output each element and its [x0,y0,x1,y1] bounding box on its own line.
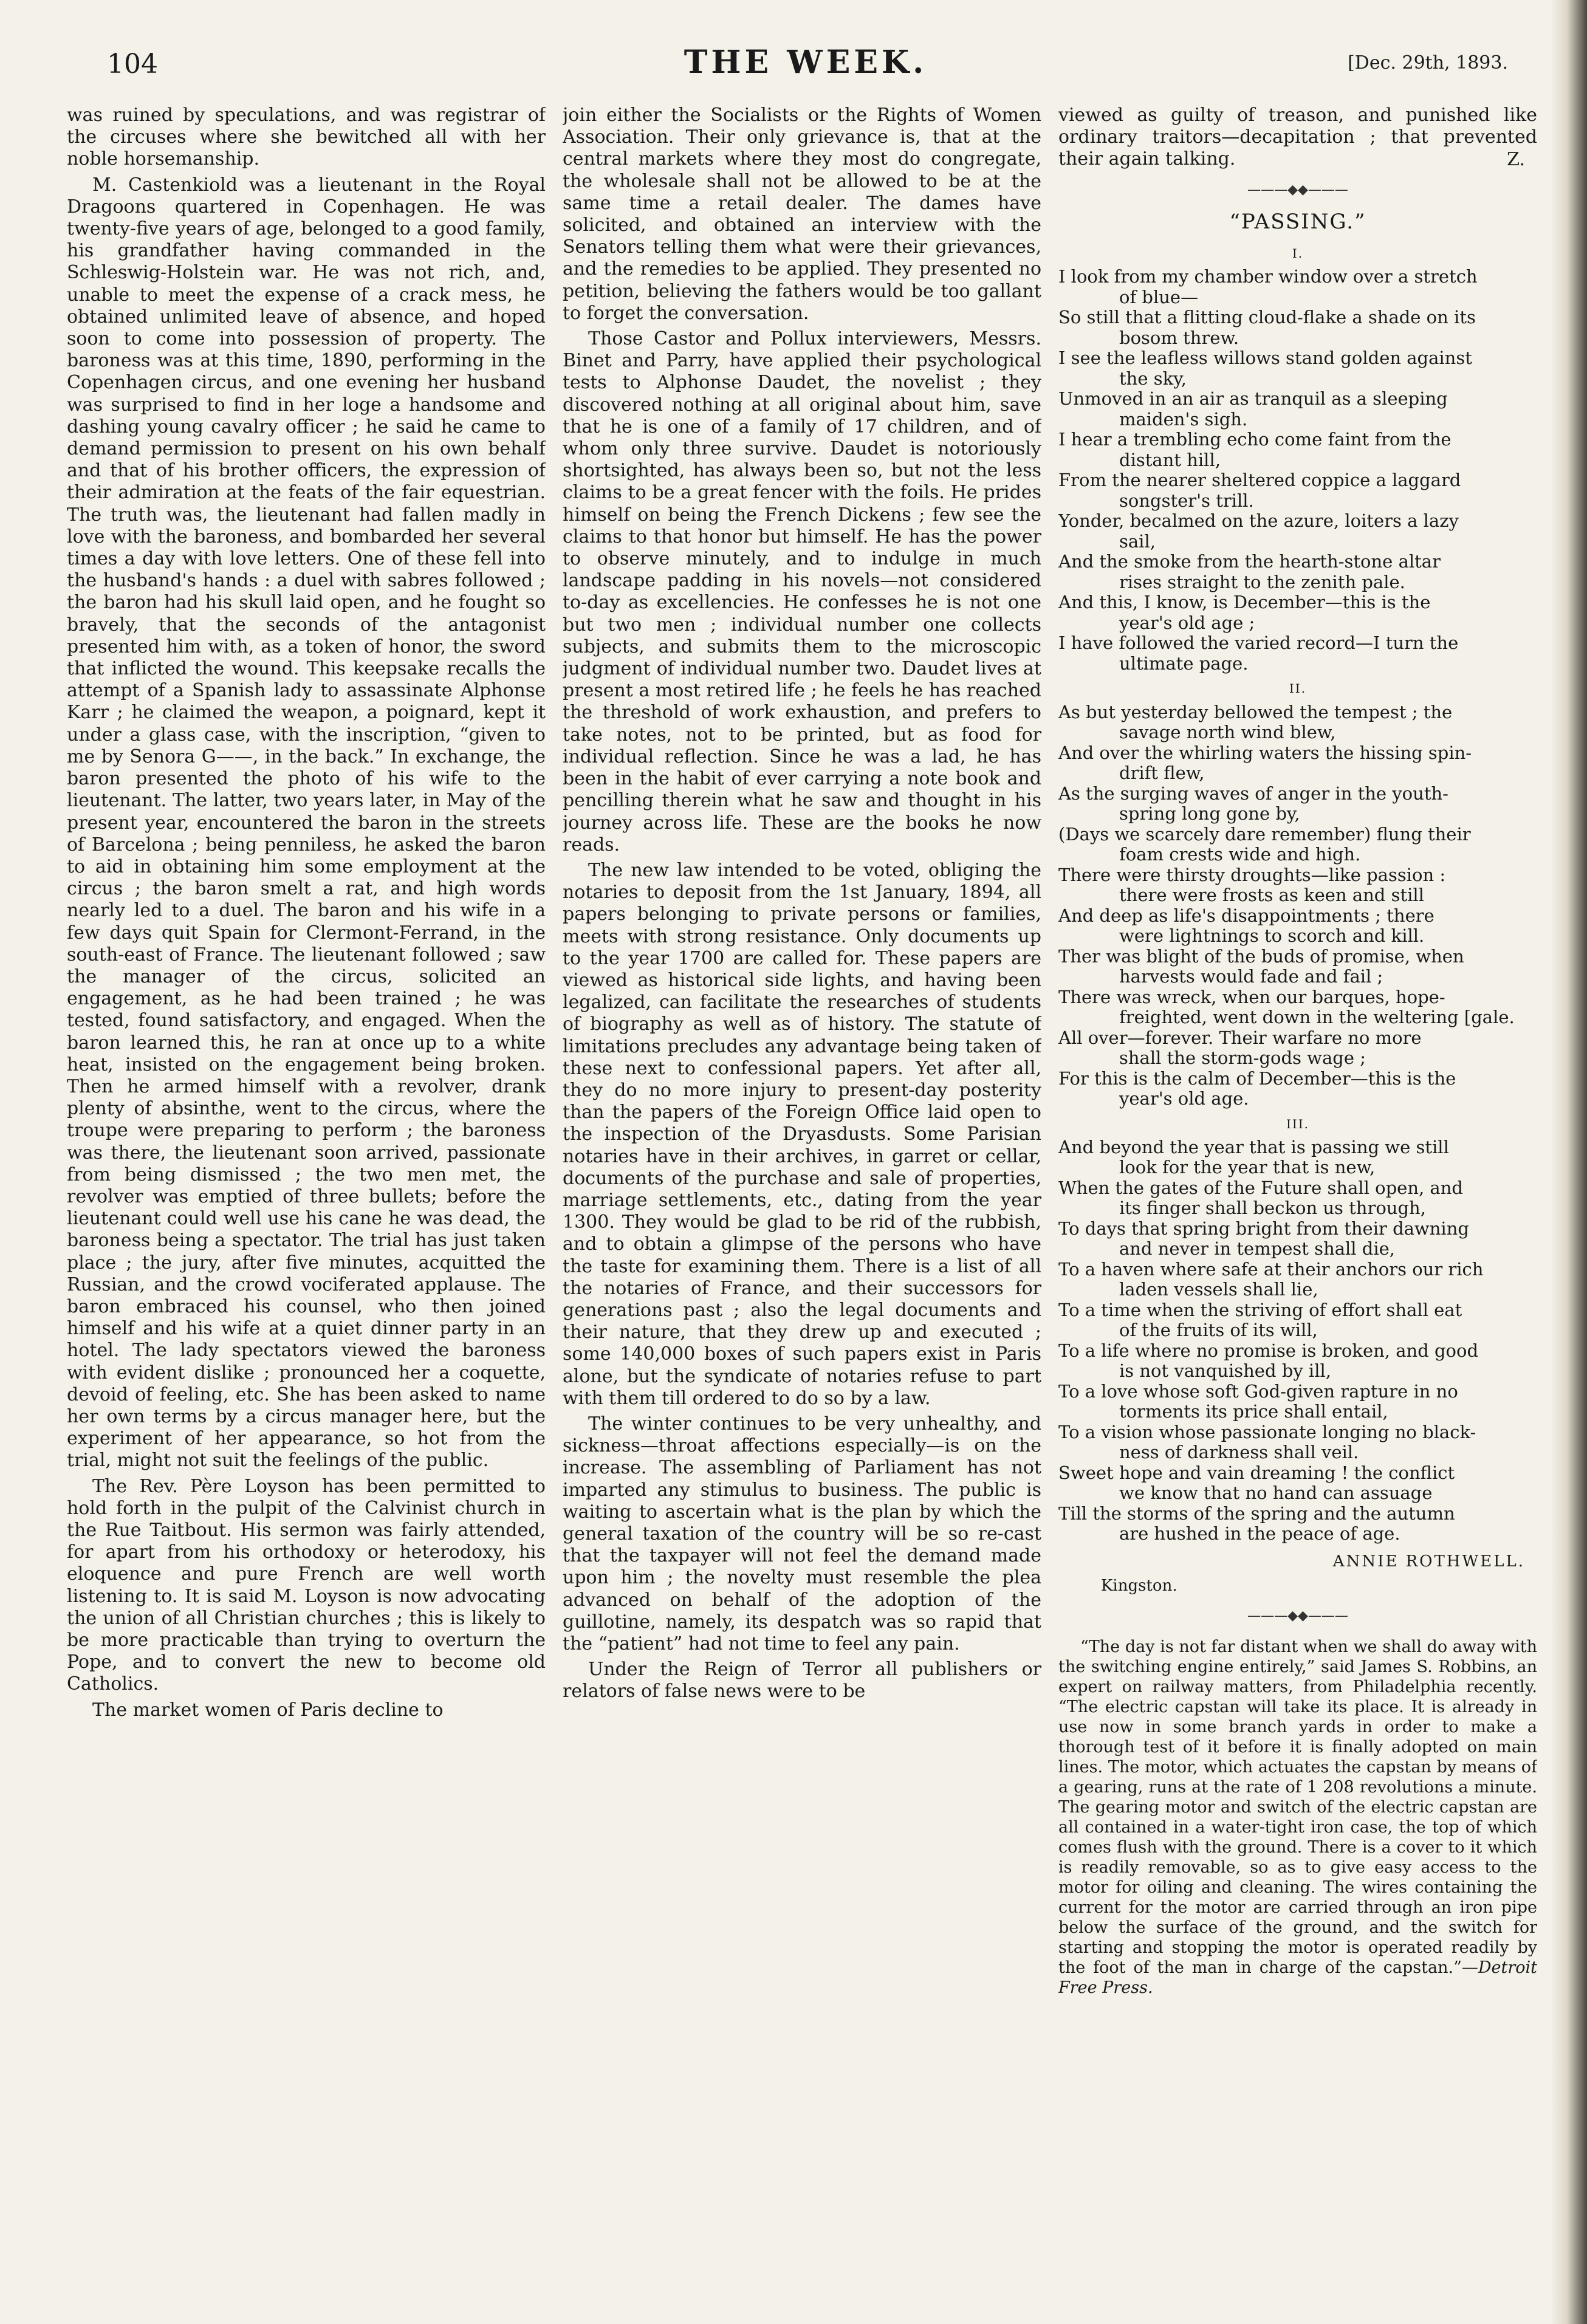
paragraph [1058,1637,1537,1998]
ornament-divider: ———◆◆——— [1247,182,1348,197]
poem-line [1058,865,1537,906]
paragraph: viewed as guilty of treason, and punished like ordinary traitors—decapitation ; that prevented their again talking. [1058,105,1537,170]
poem-line-start: Sweet hope and vain dreaming ! the conflict [1058,1462,1455,1483]
poem-line [1058,1260,1537,1300]
poem-line-start: For this is the calm of December—this is the [1058,1068,1456,1089]
stanza-number: III. [1286,1116,1310,1131]
page-number: 104 [107,49,158,80]
poem-line-wrap: spring long gone by, [1119,803,1300,824]
poem-line [1058,307,1537,348]
poem-line-wrap: the sky, [1119,368,1187,389]
poem-line-wrap: ultimate page. [1119,653,1249,674]
poem-line-wrap: sail, [1119,530,1156,552]
poem-line-wrap: maiden's sigh. [1119,408,1248,430]
poem-line [1058,1341,1537,1382]
publication-title: THE WEEK. [684,44,928,81]
poem-line-start: I hear a trembling echo come faint from the [1058,429,1452,450]
poem-line [1058,987,1537,1028]
poem-line-start: Unmoved in an air as tranquil as a sleeping [1058,388,1448,410]
paragraph: The market women of Paris decline to [92,1699,444,1721]
poem-line-start: And deep as life's disappointments ; there [1058,905,1434,926]
poem-line-wrap: year's old age ; [1119,612,1255,633]
poem-line [1058,1069,1537,1109]
poem-line [1058,784,1537,824]
poem-line-start: To a life where no promise is broken, and good [1058,1340,1479,1361]
poem-line-start: I look from my chamber window over a stretch [1058,266,1478,287]
poem-line-wrap: year's old age. [1119,1088,1249,1109]
poem-line-start: To a haven where safe at their anchors our rich [1058,1258,1484,1280]
poem-line-wrap: drift flew, [1119,763,1205,784]
paragraph: The Rev. Père Loyson has been permitted to hold forth in the pulpit of the Calvinist church in the Rue Taitbout. His sermon was fairly attended, for apart from his orthodoxy or heterodoxy, his eloquence and pure French are well worth listening to. It is said M. Loyson is now advocating the union of all Christian churches ; this is likely to be more practicable than trying to overturn the Pope, and to convert the new to become old Catholics. [67,1475,546,1695]
poem-line [1058,1219,1537,1260]
poem-line [1058,947,1537,987]
poem-line-start: When the gates of the Future shall open, and [1058,1177,1463,1198]
poem-line [1058,1422,1537,1463]
poem-line [1058,592,1537,633]
paragraph-text: “The day is not far distant when we shall do away with the switching engine entirely,” said James S. Robbins, an expert on railway matters, from Philadelphia recently. “The electric capstan will take its place. It is already in use now in some branch yards in order to make a thorough test of it before it is finally adopted on main lines. The motor, which actuates the capstan by means of a gearing, runs at the rate of 1 208 revolutions a minute. The gearing motor and switch of the electric capstan are all contained in a water-tight iron case, the top of which comes flush with the ground. There is a cover to it which is readily removable, so as to give easy access to the motor for oiling and cleaning. The wires containing the current for the motor are carried through an iron pipe below the surface of the ground, and the switch for starting and stopping the motor is operated readily by the foot of the man in charge of the capstan.”— [1058,1637,1537,1978]
poem-line-start: I see the leafless willows stand golden against [1058,348,1472,369]
poem-line-start: To a time when the striving of effort shall eat [1058,1299,1462,1320]
poem-line [1058,633,1537,674]
poem-line [1058,1137,1537,1178]
poem-line-wrap: and never in tempest shall die, [1119,1238,1396,1260]
poem-line [1058,348,1537,389]
poem-line-wrap: of blue— [1119,286,1199,307]
poem-title: “PASSING.” [1229,210,1366,235]
poem-line-start: So still that a flitting cloud-flake a shade on its [1058,307,1476,328]
poem-line-start: Till the storms of the spring and the autumn [1058,1503,1455,1524]
poem-line [1058,1463,1537,1504]
page-edge-shadow [1551,0,1587,2324]
poem-line-start: And this, I know, is December—this is the [1058,592,1431,613]
signature: Z. [1507,148,1525,170]
poem-line-start: From the nearer sheltered coppice a laggard [1058,470,1461,491]
poem-line-start: There were thirsty droughts—like passion : [1058,864,1446,885]
paragraph: join either the Socialists or the Rights of Women Association. Their only grievance is, that at the central markets where they most do congregate, the wholesale shall not be allowed to be at the same time a retail dealer. The dames have solicited, and obtained an interview with the Senators telling them what were their grievances, and the remedies to be applied. They presented no petition, believing the fathers would be too gallant to forget the conversation. [563,105,1041,324]
stanza-number: II. [1289,681,1307,696]
poem-line-wrap: is not vanquished by ill, [1119,1360,1331,1382]
poem-line-start: And over the whirling waters the hissing spin- [1058,742,1472,763]
poem-line [1058,430,1537,470]
poem-line-wrap: torments its price shall entail, [1119,1401,1388,1422]
poem-line-wrap: shall the storm-gods wage ; [1119,1047,1366,1069]
poem-line-wrap: were lightnings to scorch and kill. [1119,925,1425,947]
poem-line-start: There was wreck, when our barques, hope- [1058,986,1445,1007]
stanza-number: I. [1292,246,1304,261]
poem-line [1058,906,1537,947]
poem-line-wrap: distant hill, [1119,449,1221,470]
poem-line [1058,1504,1537,1544]
poem-line-start: I have followed the varied record—I turn the [1058,632,1459,654]
poem-line [1058,389,1537,430]
poem-line-start: And beyond the year that is passing we still [1058,1136,1449,1157]
article-electric-capstan [1058,1637,1537,1998]
page-header [85,44,1526,92]
paragraph: Under the Reign of Terror all publishers or relators of false news were to be [563,1659,1041,1702]
columns [67,105,1537,2292]
poem-line-start: As but yesterday bellowed the tempest ; the [1058,701,1453,722]
poem-line-start: To a vision whose passionate longing no black- [1058,1421,1476,1442]
poem-line-wrap: of the fruits of its will, [1119,1320,1318,1341]
poem-line-wrap: harvests would fade and fail ; [1119,966,1383,987]
poem-line-start: All over—forever. Their warfare no more [1058,1027,1422,1048]
poem-line [1058,1178,1537,1219]
paragraph: was ruined by speculations, and was registrar of the circuses where she bewitched all with her noble horsemanship. [67,105,546,170]
poem-author: ANNIE ROTHWELL. [1332,1552,1525,1571]
column-3 [1058,105,1537,2292]
poem-line-wrap: rises straight to the zenith pale. [1119,571,1405,592]
poem-line-start: (Days we scarcely dare remember) flung their [1058,823,1471,845]
poem-line [1058,1382,1537,1422]
poem-line-wrap: freighted, went down in the weltering [gale. [1119,1007,1515,1028]
poem-line-wrap: are hushed in the peace of age. [1119,1523,1400,1544]
source-credit: Detroit Free Press. [1058,1958,1537,1998]
poem-line [1058,470,1537,511]
poem-line-wrap: laden vessels shall lie, [1119,1279,1318,1300]
column-2 [563,105,1041,2292]
poem-line-wrap: we know that no hand can assuage [1119,1482,1433,1504]
poem-line [1058,267,1537,307]
poem-line-start: To days that spring bright from their dawning [1058,1218,1469,1239]
column-1 [67,105,546,2292]
poem-line-wrap: look for the year that is new, [1119,1157,1376,1178]
poem-line-wrap: bosom threw. [1119,327,1239,348]
poem-line-wrap: songster's trill. [1119,490,1254,511]
poem-line [1058,702,1537,743]
poem-line-start: And the smoke from the hearth-stone altar [1058,551,1441,572]
poem-line [1058,1300,1537,1341]
poem-line-wrap: there were frosts as keen and still [1119,885,1424,906]
poem-stanza-2 [1058,702,1537,1109]
poem-line [1058,552,1537,592]
poem-line [1058,511,1537,552]
poem-line-wrap: its finger shall beckon us through, [1119,1198,1426,1219]
poem-line-start: Yonder, becalmed on the azure, loiters a lazy [1058,510,1459,532]
poem-line [1058,824,1537,865]
poem-line-wrap: savage north wind blew, [1119,722,1336,743]
paragraph: The new law intended to be voted, obliging the notaries to deposit from the 1st January, 1894, all papers belonging to private persons or families, meets with strong resistance. Only documents up to the year 1700 are called for. These papers are viewed as historical side lights, and having been legalized, can facilitate the researches of students of biography as well as of history. The statute of limitations precludes any advantage being taken of these next to confessional papers. Yet after all, they do no more injury to present-day posterity than the papers of the Foreign Office laid open to the inspection of the Dryasdusts. Some Parisian notaries have in their archives, in garret or cellar, documents of the purchase and sale of properties, marriage settlements, etc., dating from the year 1300. They would be glad to be rid of the rubbish, and to obtain a glimpse of the persons who have the taste for examining them. There is a list of all the notaries of France, and their successors for generations past ; also the legal documents and their nature, that they drew up and executed ; some 140,000 boxes of such papers exist in Paris alone, but the syndicate of notaries refuse to part with them till ordered to do so by a law. [563,859,1041,1409]
poem-line [1058,743,1537,784]
poem-stanza-1 [1058,267,1537,674]
poem-line [1058,1028,1537,1069]
issue-date: [Dec. 29th, 1893. [1348,52,1508,74]
poem-line-start: Ther was blight of the buds of promise, when [1058,945,1464,967]
paragraph: M. Castenkiold was a lieutenant in the Royal Dragoons quartered in Copenhagen. He was twenty-five years of age, belonged to a good family, his grandfather having commanded in the Schleswig-Holstein war. He was not rich, and, unable to meet the expense of a crack mess, he obtained unlimited leave of absence, and hoped soon to come into possession of property. The baroness was at this time, 1890, performing in the Copenhagen circus, and one evening her husband was surprised to find in her loge a handsome and dashing young cavalry officer ; he said he came to demand permission to present on his own behalf and that of his brother officers, the expression of their admiration at the feats of the fair equestrian. The truth was, the lieutenant had fallen madly in love with the baroness, and bombarded her several times a day with love letters. One of these fell into the husband's hands : a duel with sabres followed ; the baron had his skull laid open, and he fought so bravely, that the seconds of the antagonist presented him with, as a token of honor, the sword that inflicted the wound. This keepsake recalls the attempt of a Spanish lady to assassinate Alphonse Karr ; he claimed the weapon, a poignard, kept it under a glass case, with the inscription, “given to me by Senora G——, in the back.” In exchange, the baron presented the photo of his wife to the lieutenant. The latter, two years later, in May of the present year, encountered the baron in the streets of Barcelona ; being penniless, he asked the baron to aid in obtaining him some employment at the circus ; the baron smelt a rat, and high words nearly led to a duel. The baron and his wife in a few days quit Spain for Clermont-Ferrand, in the south-east of France. The lieutenant followed ; saw the manager of the circus, solicited an engagement, as he had been trained ; he was tested, found satisfactory, and engaged. When the baron learned this, he ran at once up to a white heat, insisted on the engagement being broken. Then he armed himself with a revolver, drank plenty of absinthe, went to the circus, where the troupe were preparing to perform ; the baroness was there, the lieutenant soon arrived, passionate from being dismissed ; the two men met, the revolver was emptied of three bullets; before the lieutenant could well use his cane he was dead, the baroness being a spectator. The trial has just taken place ; the jury, after five minutes, acquitted the Russian, and the crowd vociferated applause. The baron embraced his counsel, who then joined himself and his wife at a quiet dinner party in an hotel. The lady spectators viewed the baroness with evident dislike ; pronounced her a coquette, devoid of feeling, etc. She has been asked to name her own terms by a circus manager here, but the experiment of her appearance, so hot from the trial, might not suit the feelings of the public. [67,174,546,1472]
poem-line-wrap: ness of darkness shall veil. [1119,1442,1359,1463]
poem-line-start: As the surging waves of anger in the youth- [1058,783,1448,804]
author-place: Kingston. [1101,1577,1177,1596]
paragraph: Those Castor and Pollux interviewers, Messrs. Binet and Parry, have applied their psychological tests to Alphonse Daudet, the novelist ; they discovered nothing at all original about him, save that he is one of a family of 17 children, and of whom only three survive. Daudet is notoriously shortsighted, has always been so, but not the less claims to be a great fencer with the foils. He prides himself on being the French Dickens ; few see the claims to that honor but himself. He has the power to observe minutely, and to indulge in much landscape padding in his novels—not considered to-day as excellencies. He confesses he is not one but two men ; individual number one collects subjects, and submits them to the microscopic judgment of individual number two. Daudet lives at present a most retired life ; he feels he has reached the threshold of work exhaustion, and prefers to take notes, not to be printed, but as food for individual reflection. Since he was a lad, he has been in the habit of ever carrying a note book and pencilling therein what he saw and thought in his journey across life. These are the books he now reads. [563,328,1041,855]
poem-stanza-3 [1058,1137,1537,1544]
paragraph: The winter continues to be very unhealthy, and sickness—throat affections especially—is on the increase. The assembling of Parliament has not imparted any stimulus to business. The public is waiting to ascertain what is the plan by which the general taxation of the country will be so re-cast that the taxpayer will not feel the demand made upon him ; the novelty must resemble the plea advanced on behalf of the adoption of the guillotine, namely, its despatch was so rapid that the “patient” had not time to feel any pain. [563,1413,1041,1655]
ornament-divider: ———◆◆——— [1247,1608,1348,1624]
poem-line-start: To a love whose soft God-given rapture in no [1058,1380,1458,1402]
poem-line-wrap: foam crests wide and high. [1119,844,1361,865]
